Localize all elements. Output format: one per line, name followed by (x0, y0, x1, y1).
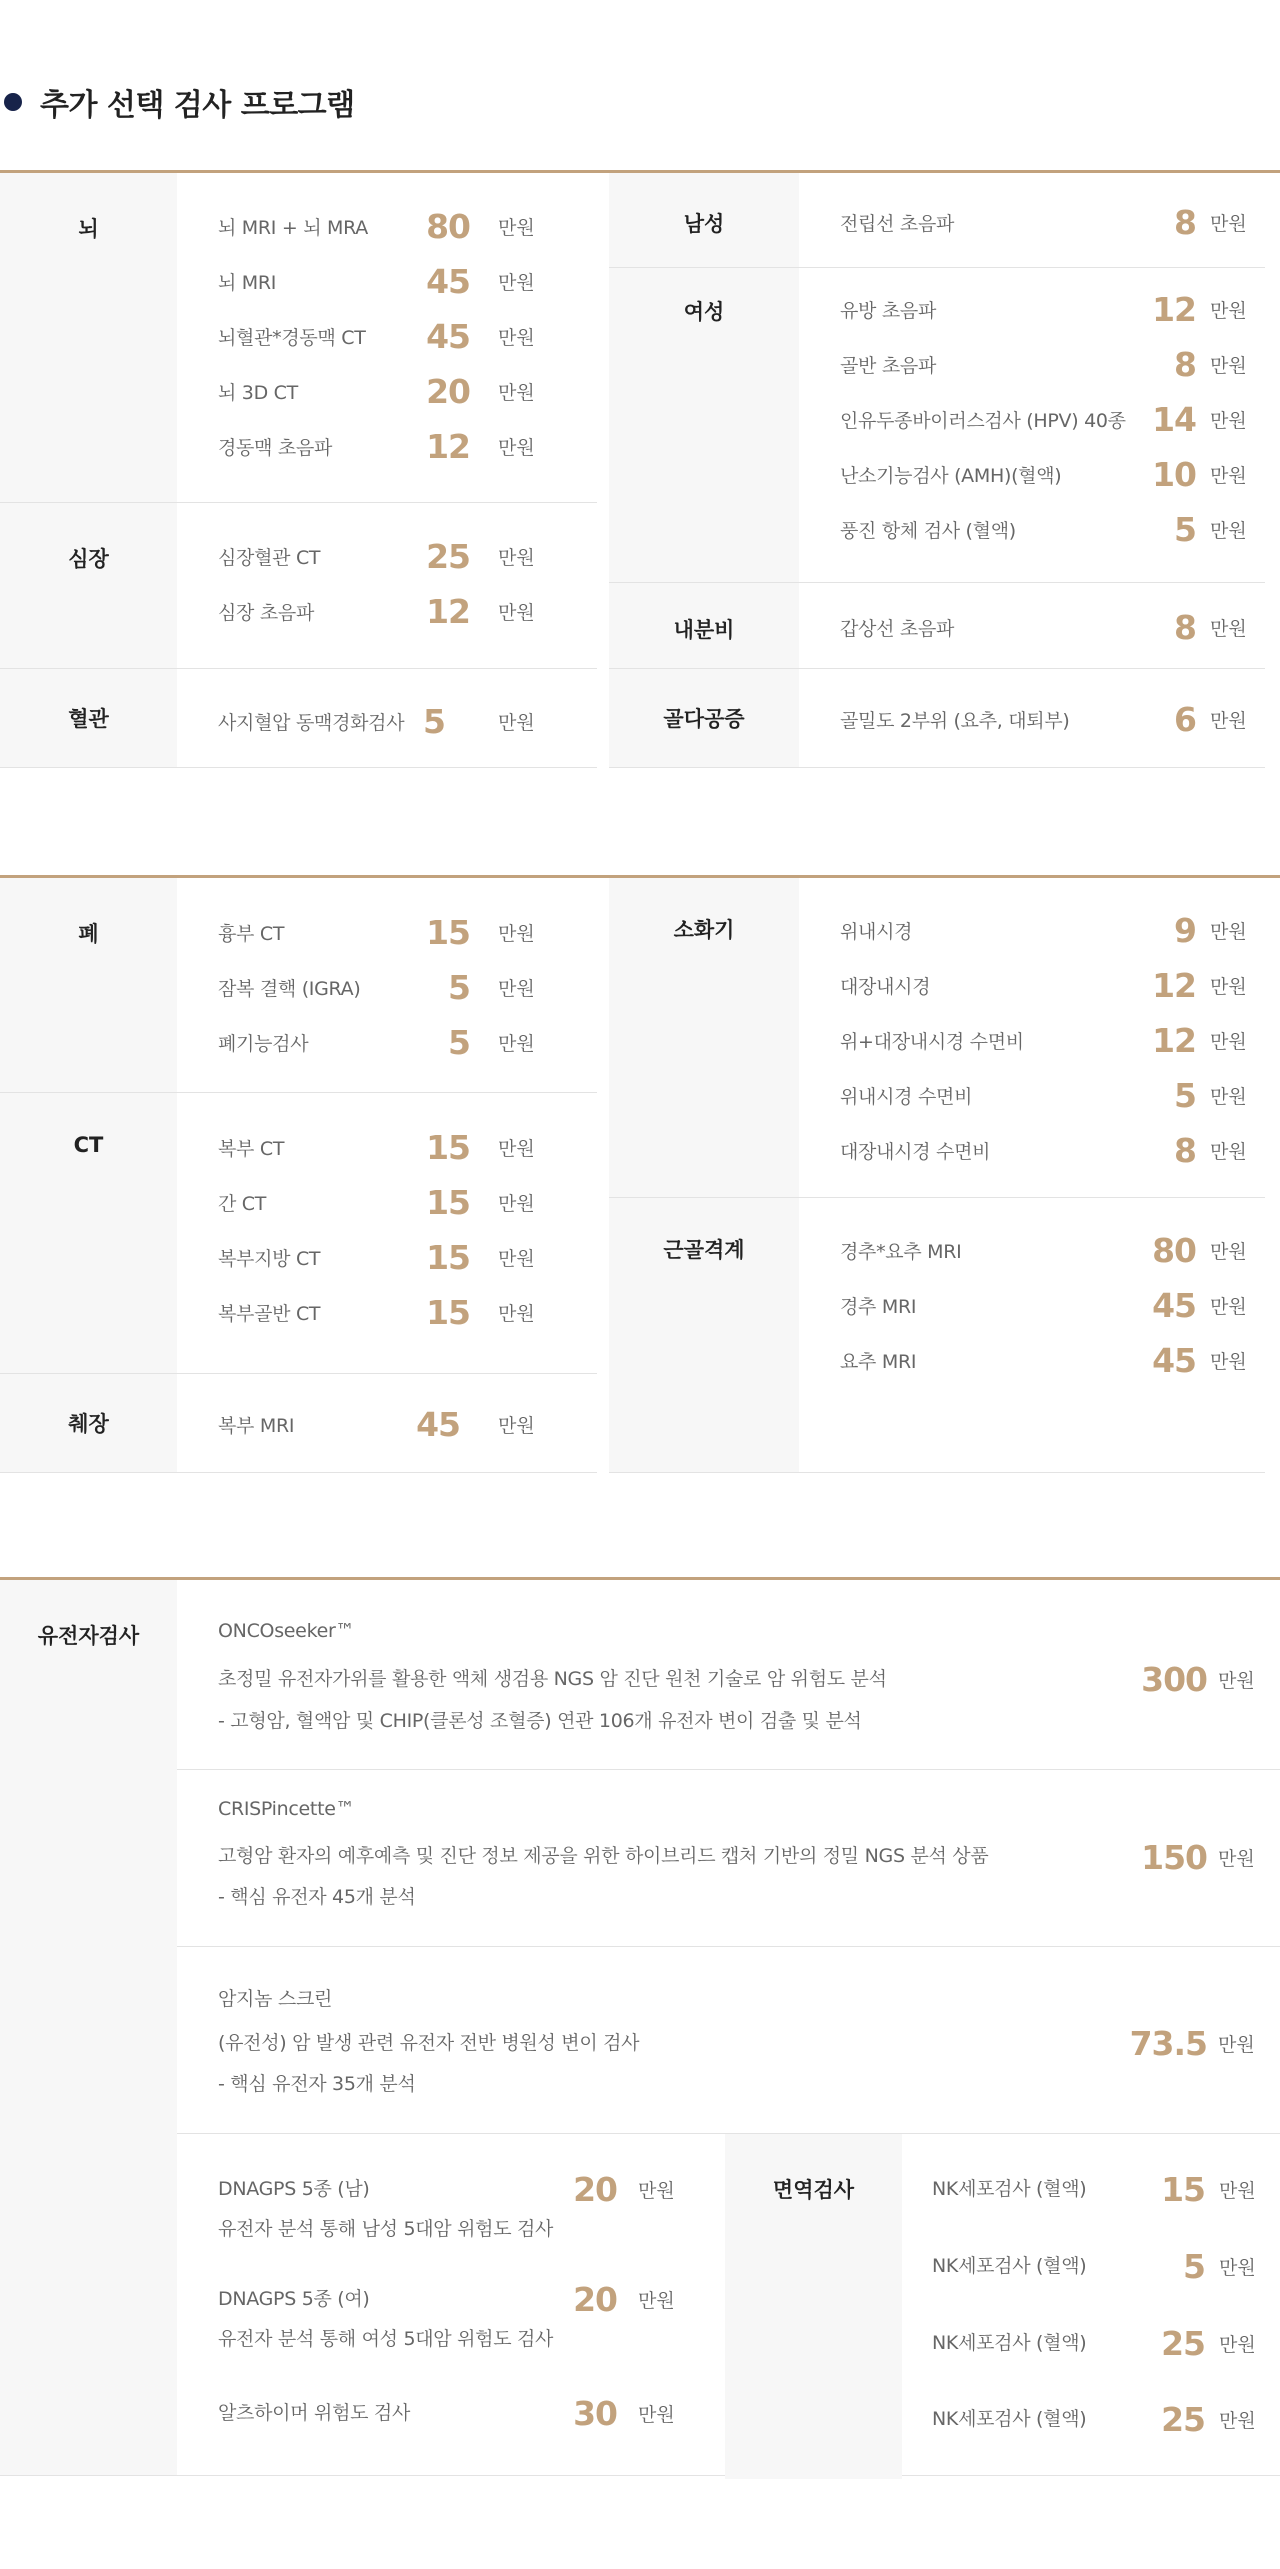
category-label: CT (73, 1133, 104, 1157)
product-note: - 핵심 유전자 35개 분석 (218, 2073, 416, 2095)
list-item (840, 1285, 1265, 1325)
item-unit: 만원 (1210, 920, 1247, 943)
item-unit: 만원 (498, 922, 535, 945)
item-unit: 만원 (498, 436, 535, 459)
item-price: 9 (1174, 910, 1196, 950)
item-name: 요추 MRI (840, 1350, 917, 1373)
category-block-endocrine (609, 583, 1265, 669)
list-item (840, 1230, 1265, 1270)
list-item (840, 202, 1265, 242)
item-unit: 만원 (638, 2180, 675, 2202)
item-name: 전립선 초음파 (840, 212, 955, 235)
list-item (218, 591, 538, 631)
item-price: 73.5 (1129, 2024, 1207, 2063)
item-price: 8 (1174, 344, 1196, 384)
list-item (840, 699, 1265, 739)
category-label: 여성 (683, 300, 725, 324)
category-cell (0, 503, 177, 668)
item-name: NK세포검사 (혈액) (932, 2332, 1087, 2354)
list-item (218, 912, 538, 952)
immune-block (725, 2134, 1280, 2479)
category-label: 유전자검사 (37, 1624, 140, 1648)
item-name: 경추*요추 MRI (840, 1240, 962, 1263)
category-label: 남성 (683, 212, 725, 236)
category-cell (0, 878, 177, 1092)
category-block-heart (0, 503, 597, 669)
list-item (218, 536, 538, 576)
category-label: 폐 (78, 922, 99, 946)
item-unit: 만원 (1210, 1085, 1247, 1108)
category-label: 근골격계 (663, 1238, 745, 1262)
item-price: 12 (426, 426, 470, 466)
item-price: 8 (1174, 202, 1196, 242)
item-price: 14 (1152, 399, 1196, 439)
item-name: 위내시경 (840, 920, 913, 943)
item-unit: 만원 (498, 1192, 535, 1215)
item-name: 흉부 CT (218, 922, 285, 945)
item-price: 150 (1141, 1838, 1207, 1877)
section-2-right-col (609, 878, 1265, 1470)
list-item (840, 344, 1265, 384)
product-name: DNAGPS 5종 (남) (218, 2178, 370, 2200)
list-item (840, 289, 1265, 329)
item-unit: 만원 (1210, 409, 1247, 432)
item-name: NK세포검사 (혈액) (932, 2408, 1087, 2430)
item-unit: 만원 (498, 326, 535, 349)
item-price: 80 (1152, 1230, 1196, 1270)
dnagps-list (177, 2134, 725, 2479)
product-desc: 초정밀 유전자가위를 활용한 액체 생검용 NGS 암 진단 원천 기술로 암 위험도 분석 (218, 1668, 887, 1690)
item-name: 위내시경 수면비 (840, 1085, 973, 1108)
list-item (840, 1020, 1265, 1060)
item-price: 12 (1152, 965, 1196, 1005)
product-name: ONCOseeker™ (218, 1620, 355, 1642)
item-price: 5 (448, 967, 470, 1007)
item-price: 15 (426, 1237, 470, 1277)
item-price: 25 (1161, 2324, 1205, 2363)
product-block-cancer-genome (177, 1947, 1280, 2134)
section-1-right-col (609, 173, 1265, 765)
item-price: 30 (573, 2394, 617, 2433)
item-price: 5 (1174, 1075, 1196, 1115)
section-2-left-col (0, 878, 597, 1470)
item-price: 12 (1152, 1020, 1196, 1060)
item-unit: 만원 (1219, 2410, 1256, 2432)
item-unit: 만원 (1210, 709, 1247, 732)
item-unit: 만원 (498, 271, 535, 294)
item-name: 복부지방 CT (218, 1247, 321, 1270)
product-name: DNAGPS 5종 (여) (218, 2288, 370, 2310)
list-item (840, 1130, 1265, 1170)
item-unit: 만원 (498, 977, 535, 1000)
item-price: 12 (1152, 289, 1196, 329)
item-unit: 만원 (498, 1137, 535, 1160)
category-block-osteoporosis (609, 669, 1265, 768)
item-unit: 만원 (1219, 2257, 1256, 2279)
list-item (218, 701, 538, 741)
product-name: CRISPincette™ (218, 1798, 355, 1820)
item-price: 300 (1141, 1660, 1207, 1699)
category-label: 췌장 (68, 1412, 109, 1436)
list-item (840, 607, 1265, 647)
category-cell (0, 669, 177, 767)
item-price: 20 (573, 2170, 617, 2209)
item-unit: 만원 (1218, 2034, 1255, 2056)
item-name: 폐기능검사 (218, 1032, 309, 1055)
section-1 (0, 170, 1280, 765)
item-unit: 만원 (1210, 299, 1247, 322)
item-price: 5 (423, 701, 445, 741)
item-unit: 만원 (498, 546, 535, 569)
category-cell (0, 1093, 177, 1373)
item-name: 골밀도 2부위 (요추, 대퇴부) (840, 709, 1070, 732)
section-1-left-col (0, 173, 597, 765)
category-label: 면역검사 (772, 2178, 855, 2202)
list-item (840, 1075, 1265, 1115)
item-unit: 만원 (1210, 1140, 1247, 1163)
item-price: 25 (1161, 2400, 1205, 2439)
list-item (840, 1340, 1265, 1380)
list-item (218, 1237, 538, 1277)
item-price: 80 (426, 206, 470, 246)
item-price: 45 (426, 316, 470, 356)
page-title-text: 추가 선택 검사 프로그램 (40, 88, 355, 123)
item-name: NK세포검사 (혈액) (932, 2178, 1087, 2200)
item-unit: 만원 (498, 711, 535, 734)
item-name: 난소기능검사 (AMH)(혈액) (840, 464, 1062, 487)
item-unit: 만원 (498, 381, 535, 404)
item-unit: 만원 (1218, 1848, 1255, 1870)
item-price: 20 (573, 2280, 617, 2319)
item-unit: 만원 (1210, 1240, 1247, 1263)
item-unit: 만원 (1210, 464, 1247, 487)
product-name: 암지놈 스크린 (218, 1988, 333, 2010)
category-cell (609, 583, 799, 668)
category-block-digestive (609, 878, 1265, 1198)
item-price: 5 (1183, 2247, 1205, 2286)
item-name: 복부골반 CT (218, 1302, 321, 1325)
item-price: 5 (1174, 509, 1196, 549)
list-item (218, 261, 538, 301)
item-name: 복부 MRI (218, 1414, 295, 1437)
item-name: NK세포검사 (혈액) (932, 2255, 1087, 2277)
category-label: 심장 (68, 547, 109, 571)
item-unit: 만원 (1210, 975, 1247, 998)
item-name: 사지혈압 동맥경화검사 (218, 711, 405, 734)
item-price: 45 (1152, 1285, 1196, 1325)
list-item (840, 910, 1265, 950)
product-name: 알츠하이머 위험도 검사 (218, 2402, 411, 2424)
category-block-pancreas (0, 1374, 597, 1473)
category-cell (725, 2134, 902, 2479)
product-block-oncoseeker (177, 1580, 1280, 1770)
list-item (218, 206, 538, 246)
item-name: 잠복 결핵 (IGRA) (218, 977, 361, 1000)
item-name: 위+대장내시경 수면비 (840, 1030, 1024, 1053)
item-name: 뇌 3D CT (218, 381, 298, 404)
item-price: 15 (1161, 2170, 1205, 2209)
item-name: 간 CT (218, 1192, 267, 1215)
list-item (218, 1127, 538, 1167)
category-cell (0, 1580, 177, 2475)
list-item (840, 454, 1265, 494)
item-name: 뇌 MRI + 뇌 MRA (218, 216, 368, 239)
category-block-male (609, 173, 1265, 268)
category-label: 혈관 (68, 707, 109, 731)
category-cell (609, 878, 799, 1197)
category-label: 골다공증 (663, 707, 745, 731)
item-name: 뇌 MRI (218, 271, 277, 294)
item-name: 경동맥 초음파 (218, 436, 333, 459)
item-price: 15 (426, 1182, 470, 1222)
product-desc: 유전자 분석 통해 남성 5대암 위험도 검사 (218, 2218, 554, 2240)
item-price: 45 (1152, 1340, 1196, 1380)
item-unit: 만원 (1210, 519, 1247, 542)
category-block-brain (0, 173, 597, 503)
section-3-genetic (0, 1577, 1280, 2476)
item-unit: 만원 (1210, 1350, 1247, 1373)
product-note: - 고형암, 혈액암 및 CHIP(클론성 조혈증) 연관 106개 유전자 변이 검출 및 분석 (218, 1710, 862, 1732)
item-name: 인유두종바이러스검사 (HPV) 40종 (840, 409, 1126, 432)
list-item (218, 967, 538, 1007)
category-label: 내분비 (673, 618, 735, 642)
section-2 (0, 875, 1280, 1470)
item-price: 8 (1174, 607, 1196, 647)
product-block-crispincette (177, 1770, 1280, 1947)
category-block-vessel (0, 669, 597, 768)
item-price: 10 (1152, 454, 1196, 494)
category-cell (609, 173, 799, 267)
item-name: 심장 초음파 (218, 601, 315, 624)
item-name: 대장내시경 (840, 975, 931, 998)
item-unit: 만원 (1219, 2180, 1256, 2202)
product-desc: 유전자 분석 통해 여성 5대암 위험도 검사 (218, 2328, 554, 2350)
category-block-female (609, 268, 1265, 583)
bullet-dot-icon (4, 93, 22, 111)
item-unit: 만원 (498, 601, 535, 624)
category-cell (609, 669, 799, 767)
category-cell (609, 268, 799, 582)
list-item (218, 316, 538, 356)
list-item (840, 509, 1265, 549)
page-title (0, 80, 355, 124)
list-item (218, 1022, 538, 1062)
item-name: 뇌혈관*경동맥 CT (218, 326, 366, 349)
category-label: 소화기 (673, 918, 735, 942)
item-price: 8 (1174, 1130, 1196, 1170)
item-name: 심장혈관 CT (218, 546, 321, 569)
product-desc: 고형암 환자의 예후예측 및 진단 정보 제공을 위한 하이브리드 캡처 기반의 정밀 NGS 분석 상품 (218, 1845, 989, 1867)
item-name: 골반 초음파 (840, 354, 937, 377)
list-item (218, 426, 538, 466)
item-price: 20 (426, 371, 470, 411)
item-name: 유방 초음파 (840, 299, 937, 322)
item-name: 경추 MRI (840, 1295, 917, 1318)
item-unit: 만원 (1210, 617, 1247, 640)
item-unit: 만원 (498, 1414, 535, 1437)
item-unit: 만원 (1210, 212, 1247, 235)
item-unit: 만원 (638, 2290, 675, 2312)
item-price: 15 (426, 912, 470, 952)
category-cell (0, 173, 177, 502)
item-price: 15 (426, 1292, 470, 1332)
item-name: 갑상선 초음파 (840, 617, 955, 640)
list-item (218, 1182, 538, 1222)
list-item (218, 1404, 538, 1444)
item-price: 45 (416, 1404, 460, 1444)
item-unit: 만원 (1210, 1030, 1247, 1053)
item-unit: 만원 (1210, 354, 1247, 377)
item-price: 6 (1174, 699, 1196, 739)
item-price: 15 (426, 1127, 470, 1167)
item-price: 25 (426, 536, 470, 576)
category-cell (0, 1374, 177, 1472)
category-block-lung (0, 878, 597, 1093)
item-unit: 만원 (498, 216, 535, 239)
item-price: 5 (448, 1022, 470, 1062)
item-unit: 만원 (498, 1247, 535, 1270)
list-item (218, 371, 538, 411)
item-unit: 만원 (1218, 1670, 1255, 1692)
list-item (218, 1292, 538, 1332)
category-block-musculoskeletal (609, 1198, 1265, 1473)
category-label: 뇌 (78, 217, 99, 241)
item-unit: 만원 (498, 1032, 535, 1055)
item-name: 복부 CT (218, 1137, 285, 1160)
item-name: 풍진 항체 검사 (혈액) (840, 519, 1016, 542)
list-item (840, 399, 1265, 439)
product-note: - 핵심 유전자 45개 분석 (218, 1886, 416, 1908)
item-name: 대장내시경 수면비 (840, 1140, 991, 1163)
item-unit: 만원 (638, 2404, 675, 2426)
category-cell (609, 1198, 799, 1472)
item-price: 45 (426, 261, 470, 301)
product-desc: (유전성) 암 발생 관련 유전자 전반 병원성 변이 검사 (218, 2032, 640, 2054)
item-unit: 만원 (498, 1302, 535, 1325)
category-block-ct (0, 1093, 597, 1374)
item-price: 12 (426, 591, 470, 631)
list-item (840, 965, 1265, 1005)
item-unit: 만원 (1219, 2334, 1256, 2356)
item-unit: 만원 (1210, 1295, 1247, 1318)
